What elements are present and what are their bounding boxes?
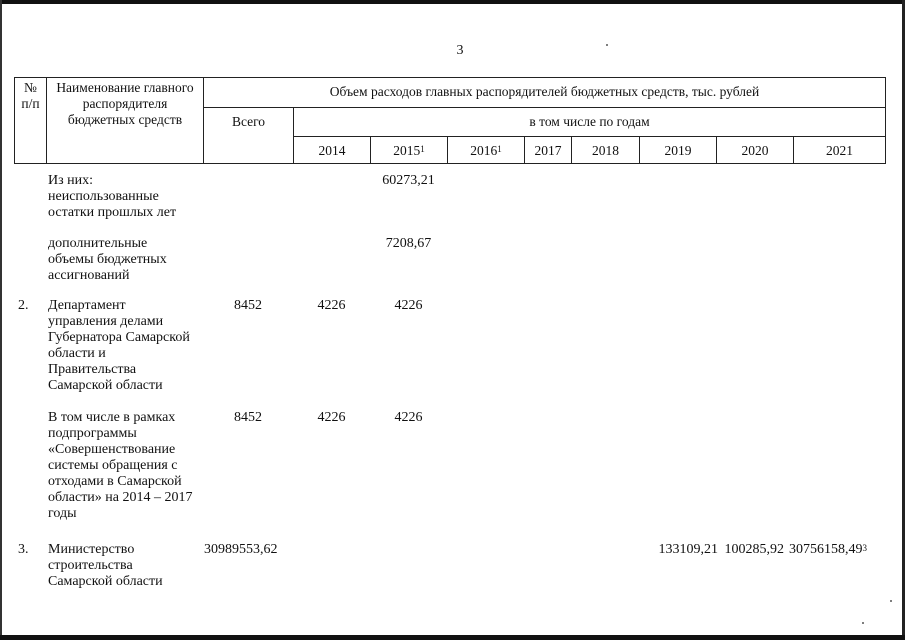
header-col-total: Всего xyxy=(204,108,294,164)
page-number: 3 xyxy=(456,43,464,58)
header-col-by-year: в том числе по годам xyxy=(294,108,886,137)
header-year-2021: 2021 xyxy=(794,137,886,164)
row-value-2015: 4226 xyxy=(394,298,423,313)
header-year-2020: 2020 xyxy=(717,137,794,164)
scan-speck xyxy=(862,622,864,624)
row-value-2015: 60273,21 xyxy=(382,173,435,188)
row-value-2020: 100285,92 xyxy=(724,542,784,557)
header-year-2017: 2017 xyxy=(525,137,572,164)
row-name: В том числе в рамках подпрограммы «Совершенствование системы обращения с отходами в Самарской области» на 2014 – 2017 годы xyxy=(48,410,193,521)
scan-speck xyxy=(890,600,892,602)
header-year-2019: 2019 xyxy=(640,137,717,164)
table-header xyxy=(14,77,886,164)
row-name: Из них: неиспользованные остатки прошлых лет xyxy=(48,173,177,220)
footnote-marker: 3 xyxy=(862,543,867,553)
row-value-total: 8452 xyxy=(234,410,262,425)
row-value-2021: 30756158,49$^3$ xyxy=(789,542,867,557)
row-number: 3. xyxy=(18,542,29,557)
scan-border-left xyxy=(0,0,2,640)
scan-speck xyxy=(606,44,608,46)
header-year-2016: 2016$^1$ xyxy=(448,137,525,164)
header-year-2018: 2018 xyxy=(572,137,640,164)
row-value-2019: 133109,21 xyxy=(658,542,718,557)
header-year-2015: 2015$^1$ xyxy=(371,137,448,164)
header-year-2014: 2014 xyxy=(294,137,371,164)
row-name: Департамент управления делами Губернатора Самарской области и Правительства Самарской области xyxy=(48,298,190,393)
header-col-name: Наименование главного распорядителя бюджетных средств xyxy=(47,78,204,164)
scan-border-bottom xyxy=(0,635,905,640)
row-value-2014: 4226 xyxy=(317,410,346,425)
row-value-2015: 7208,67 xyxy=(385,236,432,251)
row-value-total: 30989553,62 xyxy=(204,542,278,557)
header-col-number: № п/п xyxy=(15,78,47,164)
row-name: Министерство строительства Самарской области xyxy=(48,542,163,589)
row-number: 2. xyxy=(18,298,29,313)
scan-border-top xyxy=(0,0,905,4)
row-value-2014: 4226 xyxy=(317,298,346,313)
header-col-volume: Объем расходов главных распорядителей бюджетных средств, тыс. рублей xyxy=(204,78,886,108)
row-name: дополнительные объемы бюджетных ассигнований xyxy=(48,236,167,283)
row-value-total: 8452 xyxy=(234,298,262,313)
row-value-2015: 4226 xyxy=(394,410,423,425)
